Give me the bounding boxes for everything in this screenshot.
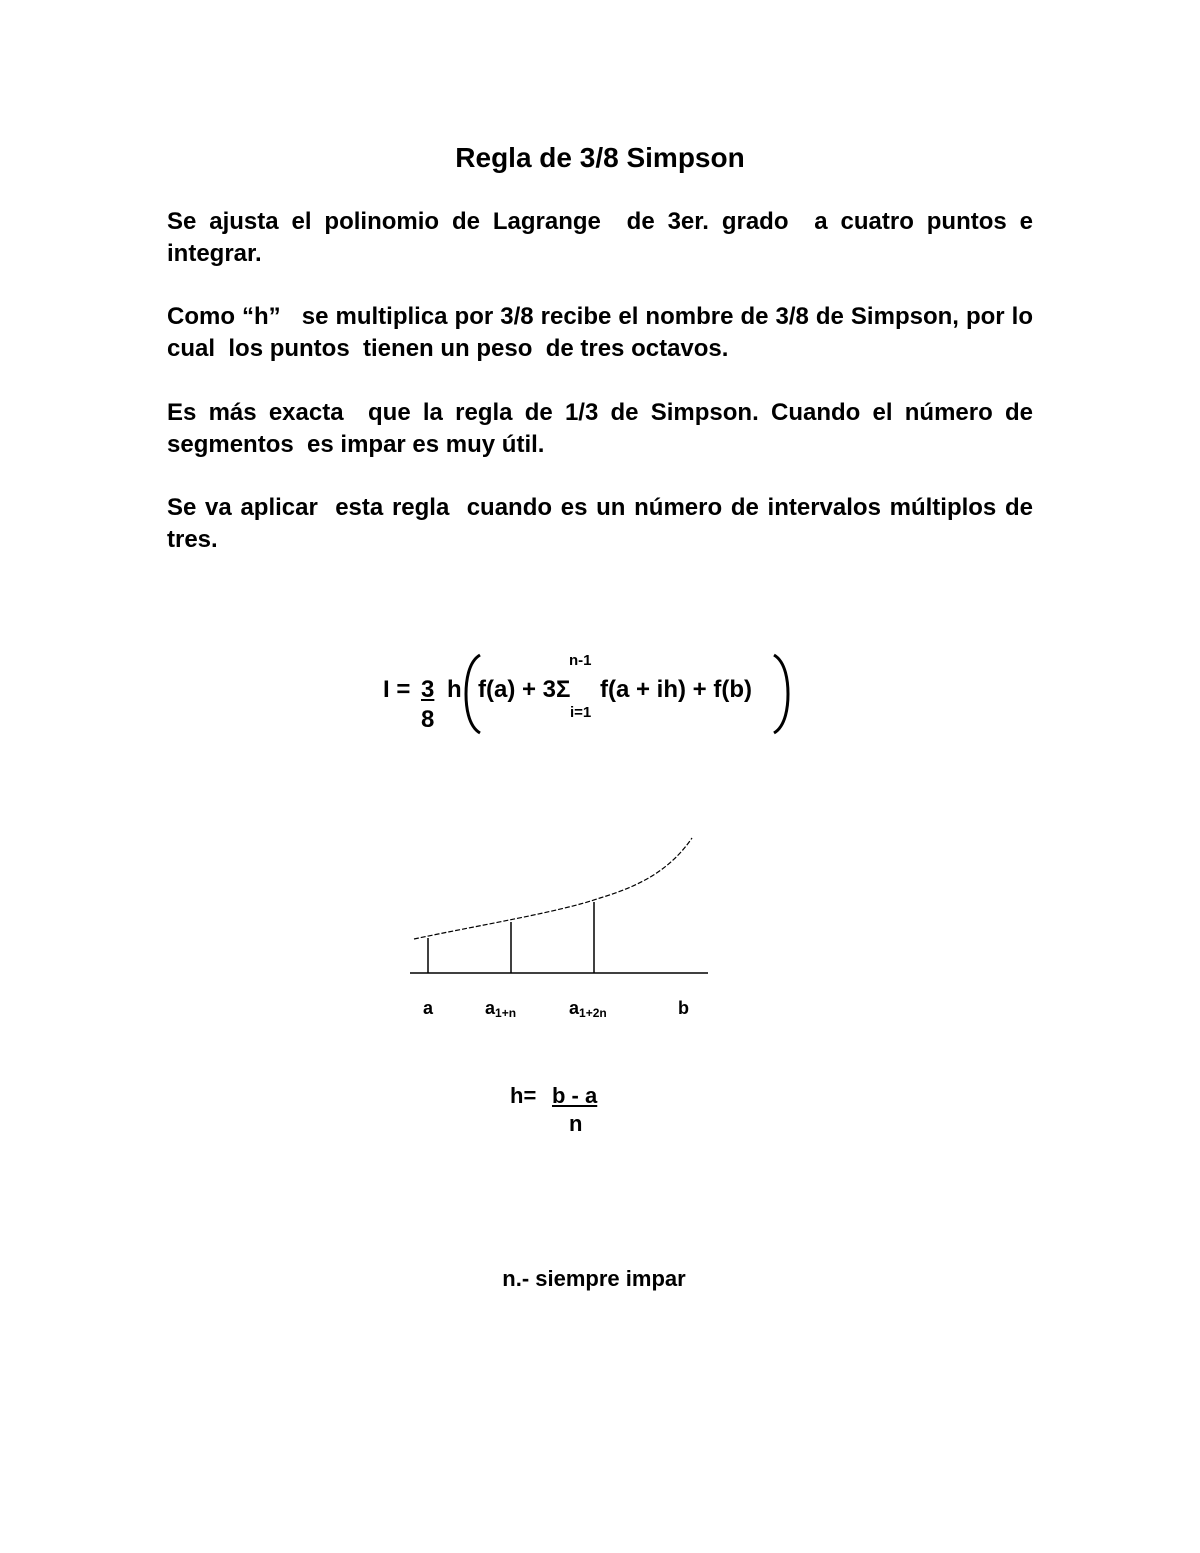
label-a1-sub: 1+n [495,1006,517,1020]
formula-denominator: 8 [421,706,435,733]
label-b: b [678,998,689,1018]
formula-h: h [447,676,462,703]
integration-diagram [400,830,720,1030]
function-curve [414,838,692,939]
sum-lower-limit: i=1 [570,704,592,721]
label-a2-base: a [569,998,580,1018]
paragraph-4: Se va aplicar esta regla cuando es un número de intervalos múltiplos de tres. [167,494,1040,553]
h-formula-denominator: n [569,1111,583,1136]
sum-upper-limit: n-1 [569,652,592,669]
h-formula-lhs: h= [510,1083,537,1108]
paragraph-3: Es más exacta que la regla de 1/3 de Simpson. Cuando el número de segmentos es impar es muy útil. [167,399,1040,458]
label-a: a [423,998,434,1018]
formula-term-fa: f(a) + 3Σ [478,676,571,703]
simpson-formula [0,640,1200,750]
right-paren [770,652,794,736]
note-label: n.- siempre impar [502,1266,686,1291]
note-text [0,1266,1200,1292]
label-a2 [569,998,607,1023]
label-a1 [485,998,516,1023]
formula-numerator: 3 [421,676,435,703]
paragraph-1: Se ajusta el polinomio de Lagrange de 3er. grado a cuatro puntos e integrar. [167,208,1047,267]
formula-lhs: I = [383,676,411,703]
paragraph-2: Como “h” se multiplica por 3/8 recibe el nombre de 3/8 de Simpson, por lo cual los puntos tienen un peso de tres octavos. [167,303,1040,362]
page-title: Regla de 3/8 Simpson [455,142,745,173]
label-a1-base: a [485,998,496,1018]
h-formula-numerator: b - a [552,1083,598,1108]
h-formula [0,1080,1200,1140]
formula-term-rest: f(a + ih) + f(b) [600,676,752,703]
label-a2-sub: 1+2n [579,1006,607,1020]
curve-plot [400,830,720,990]
